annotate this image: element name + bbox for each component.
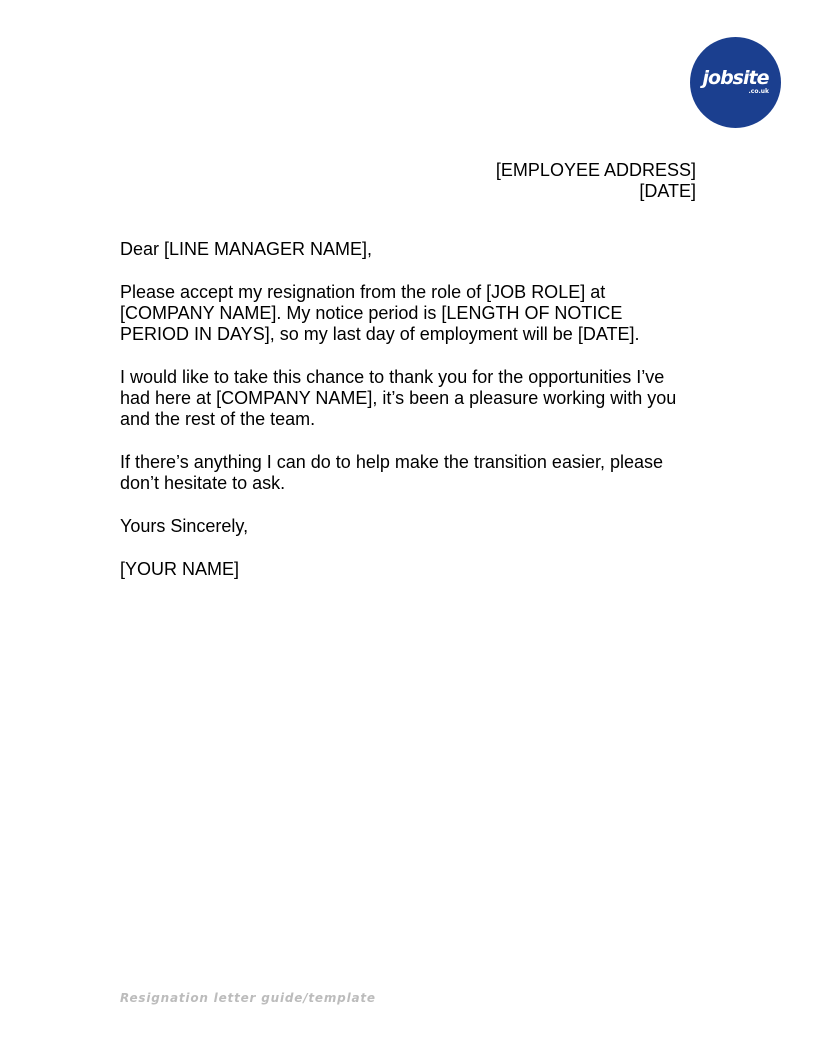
footer-caption: Resignation letter guide/template — [120, 991, 376, 1005]
closing: Yours Sincerely, — [120, 516, 249, 536]
employee-address: [EMPLOYEE ADDRESS] — [495, 160, 696, 180]
letter-date: [DATE] — [639, 181, 696, 201]
paragraph-transition: If there’s anything I can do to help make the transition easier, please don’t hesitate to ask. — [120, 452, 664, 493]
letter-body — [120, 239, 690, 602]
paragraph-thanks: I would like to take this chance to thank you for the opportunities I’ve had here at [COMPANY NAME], it’s been a pleasure working with you and the rest of the team. — [120, 367, 677, 429]
greeting: Dear [LINE MANAGER NAME], — [120, 239, 373, 259]
address-block — [496, 160, 696, 202]
logo-wordmark: jobsite — [702, 67, 769, 89]
logo-domain: .co.uk — [748, 88, 769, 95]
paragraph-resignation: Please accept my resignation from the role of [JOB ROLE] at [COMPANY NAME]. My notice period is [LENGTH OF NOTICE PERIOD IN DAYS], so my last day of employment will be [DATE]. — [120, 282, 640, 344]
signature-name: [YOUR NAME] — [120, 559, 240, 579]
jobsite-logo — [690, 37, 781, 128]
